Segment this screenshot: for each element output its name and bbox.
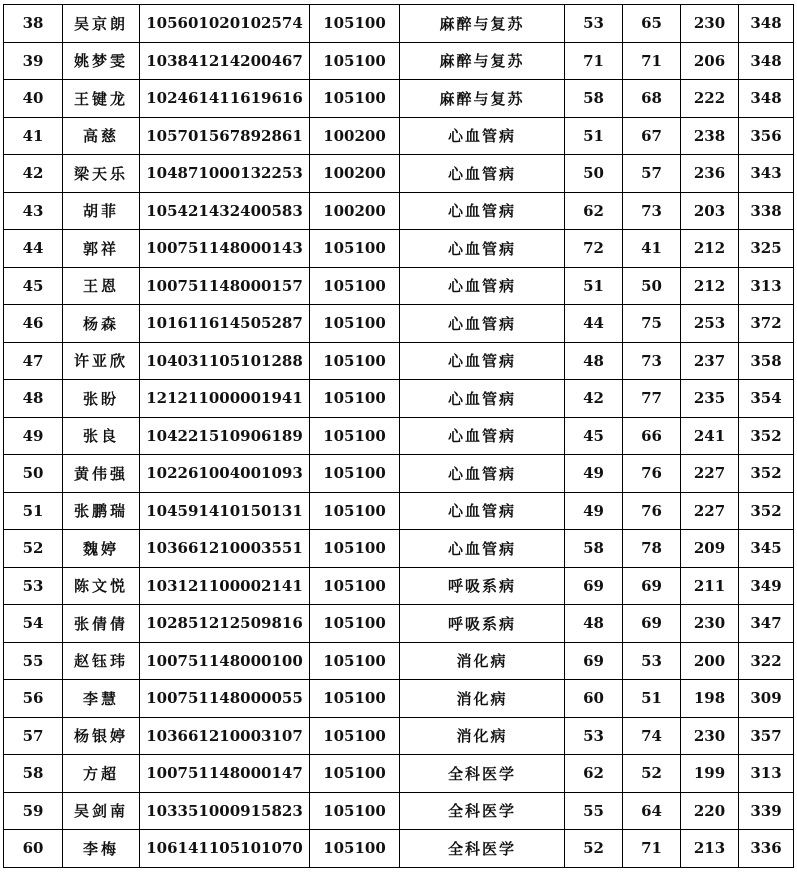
name-cell: 许亚欣: [63, 342, 140, 380]
name-cell: 李慧: [63, 680, 140, 718]
total-score-cell: 352: [739, 455, 794, 493]
exam-id-cell: 100751148000055: [140, 680, 310, 718]
major-name-cell: 消化病: [400, 642, 565, 680]
score-1-cell: 69: [565, 642, 623, 680]
major-code-cell: 105100: [310, 80, 400, 118]
major-name-cell: 全科医学: [400, 792, 565, 830]
exam-id-cell: 104591410150131: [140, 492, 310, 530]
total-score-cell: 338: [739, 192, 794, 230]
row-number-cell: 51: [4, 492, 63, 530]
exam-id-cell: 103661210003107: [140, 717, 310, 755]
row-number-cell: 60: [4, 830, 63, 868]
total-score-cell: 336: [739, 830, 794, 868]
row-number-cell: 42: [4, 155, 63, 193]
exam-id-cell: 102261004001093: [140, 455, 310, 493]
name-cell: 魏婷: [63, 530, 140, 568]
total-score-cell: 357: [739, 717, 794, 755]
table-row: [4, 830, 794, 868]
exam-id-cell: 100751148000100: [140, 642, 310, 680]
major-name-cell: 心血管病: [400, 455, 565, 493]
score-1-cell: 69: [565, 567, 623, 605]
total-score-cell: 339: [739, 792, 794, 830]
exam-id-cell: 105701567892861: [140, 117, 310, 155]
table-row: [4, 680, 794, 718]
score-2-cell: 68: [623, 80, 681, 118]
score-2-cell: 53: [623, 642, 681, 680]
major-name-cell: 心血管病: [400, 230, 565, 268]
exam-id-cell: 101611614505287: [140, 305, 310, 343]
row-number-cell: 47: [4, 342, 63, 380]
table-row: [4, 267, 794, 305]
score-1-cell: 71: [565, 42, 623, 80]
major-code-cell: 105100: [310, 567, 400, 605]
major-name-cell: 麻醉与复苏: [400, 80, 565, 118]
major-name-cell: 麻醉与复苏: [400, 5, 565, 43]
name-cell: 郭祥: [63, 230, 140, 268]
score-3-cell: 230: [681, 717, 739, 755]
score-1-cell: 55: [565, 792, 623, 830]
score-1-cell: 49: [565, 492, 623, 530]
table-row: [4, 717, 794, 755]
row-number-cell: 50: [4, 455, 63, 493]
major-name-cell: 心血管病: [400, 192, 565, 230]
row-number-cell: 52: [4, 530, 63, 568]
row-number-cell: 40: [4, 80, 63, 118]
major-name-cell: 全科医学: [400, 755, 565, 793]
score-1-cell: 48: [565, 342, 623, 380]
score-2-cell: 69: [623, 567, 681, 605]
score-3-cell: 213: [681, 830, 739, 868]
score-3-cell: 206: [681, 42, 739, 80]
table-row: [4, 117, 794, 155]
score-2-cell: 74: [623, 717, 681, 755]
major-code-cell: 105100: [310, 605, 400, 643]
score-3-cell: 200: [681, 642, 739, 680]
total-score-cell: 313: [739, 267, 794, 305]
score-1-cell: 44: [565, 305, 623, 343]
row-number-cell: 41: [4, 117, 63, 155]
table-row: [4, 230, 794, 268]
major-name-cell: 消化病: [400, 717, 565, 755]
total-score-cell: 313: [739, 755, 794, 793]
score-1-cell: 58: [565, 530, 623, 568]
major-code-cell: 100200: [310, 192, 400, 230]
total-score-cell: 352: [739, 417, 794, 455]
table-row: [4, 155, 794, 193]
row-number-cell: 48: [4, 380, 63, 418]
name-cell: 陈文悦: [63, 567, 140, 605]
major-code-cell: 105100: [310, 642, 400, 680]
name-cell: 吴剑南: [63, 792, 140, 830]
name-cell: 黄伟强: [63, 455, 140, 493]
score-3-cell: 203: [681, 192, 739, 230]
exam-id-cell: 100751148000147: [140, 755, 310, 793]
table-row: [4, 530, 794, 568]
major-code-cell: 105100: [310, 530, 400, 568]
name-cell: 杨银婷: [63, 717, 140, 755]
row-number-cell: 45: [4, 267, 63, 305]
total-score-cell: 349: [739, 567, 794, 605]
row-number-cell: 46: [4, 305, 63, 343]
name-cell: 张良: [63, 417, 140, 455]
major-code-cell: 105100: [310, 417, 400, 455]
row-number-cell: 44: [4, 230, 63, 268]
major-name-cell: 呼吸系病: [400, 567, 565, 605]
exam-id-cell: 105601020102574: [140, 5, 310, 43]
row-number-cell: 49: [4, 417, 63, 455]
score-3-cell: 230: [681, 605, 739, 643]
score-1-cell: 51: [565, 117, 623, 155]
major-code-cell: 105100: [310, 455, 400, 493]
table-row: [4, 5, 794, 43]
total-score-cell: 343: [739, 155, 794, 193]
table-row: [4, 455, 794, 493]
score-3-cell: 211: [681, 567, 739, 605]
table-row: [4, 605, 794, 643]
name-cell: 李梅: [63, 830, 140, 868]
total-score-cell: 356: [739, 117, 794, 155]
name-cell: 王键龙: [63, 80, 140, 118]
major-name-cell: 心血管病: [400, 417, 565, 455]
exam-id-cell: 104031105101288: [140, 342, 310, 380]
major-code-cell: 105100: [310, 830, 400, 868]
score-2-cell: 69: [623, 605, 681, 643]
name-cell: 吴京朗: [63, 5, 140, 43]
score-3-cell: 227: [681, 455, 739, 493]
score-2-cell: 71: [623, 830, 681, 868]
score-2-cell: 71: [623, 42, 681, 80]
table-body: [4, 5, 794, 868]
major-name-cell: 心血管病: [400, 267, 565, 305]
major-code-cell: 105100: [310, 492, 400, 530]
exam-id-cell: 104221510906189: [140, 417, 310, 455]
major-code-cell: 105100: [310, 755, 400, 793]
table-row: [4, 42, 794, 80]
score-2-cell: 76: [623, 492, 681, 530]
row-number-cell: 53: [4, 567, 63, 605]
exam-id-cell: 100751148000157: [140, 267, 310, 305]
major-name-cell: 麻醉与复苏: [400, 42, 565, 80]
score-3-cell: 237: [681, 342, 739, 380]
name-cell: 张鹏瑞: [63, 492, 140, 530]
score-2-cell: 73: [623, 342, 681, 380]
admission-score-table: [3, 4, 794, 868]
name-cell: 张盼: [63, 380, 140, 418]
table-row: [4, 492, 794, 530]
score-2-cell: 66: [623, 417, 681, 455]
major-name-cell: 心血管病: [400, 155, 565, 193]
total-score-cell: 354: [739, 380, 794, 418]
table-row: [4, 642, 794, 680]
score-3-cell: 253: [681, 305, 739, 343]
row-number-cell: 39: [4, 42, 63, 80]
table-row: [4, 380, 794, 418]
total-score-cell: 372: [739, 305, 794, 343]
major-code-cell: 100200: [310, 117, 400, 155]
total-score-cell: 348: [739, 42, 794, 80]
exam-id-cell: 103121100002141: [140, 567, 310, 605]
score-1-cell: 51: [565, 267, 623, 305]
total-score-cell: 325: [739, 230, 794, 268]
score-2-cell: 50: [623, 267, 681, 305]
score-3-cell: 227: [681, 492, 739, 530]
score-1-cell: 58: [565, 80, 623, 118]
score-1-cell: 50: [565, 155, 623, 193]
exam-id-cell: 103841214200467: [140, 42, 310, 80]
score-2-cell: 78: [623, 530, 681, 568]
score-3-cell: 199: [681, 755, 739, 793]
major-name-cell: 心血管病: [400, 342, 565, 380]
score-1-cell: 42: [565, 380, 623, 418]
major-name-cell: 呼吸系病: [400, 605, 565, 643]
name-cell: 方超: [63, 755, 140, 793]
major-code-cell: 100200: [310, 155, 400, 193]
major-name-cell: 心血管病: [400, 305, 565, 343]
major-code-cell: 105100: [310, 380, 400, 418]
row-number-cell: 54: [4, 605, 63, 643]
score-1-cell: 62: [565, 755, 623, 793]
name-cell: 姚梦雯: [63, 42, 140, 80]
exam-id-cell: 102461411619616: [140, 80, 310, 118]
table-row: [4, 342, 794, 380]
table-row: [4, 567, 794, 605]
score-3-cell: 230: [681, 5, 739, 43]
score-1-cell: 53: [565, 717, 623, 755]
score-3-cell: 222: [681, 80, 739, 118]
name-cell: 杨森: [63, 305, 140, 343]
major-code-cell: 105100: [310, 680, 400, 718]
major-code-cell: 105100: [310, 717, 400, 755]
major-code-cell: 105100: [310, 42, 400, 80]
score-1-cell: 72: [565, 230, 623, 268]
total-score-cell: 348: [739, 80, 794, 118]
score-1-cell: 45: [565, 417, 623, 455]
score-1-cell: 53: [565, 5, 623, 43]
total-score-cell: 309: [739, 680, 794, 718]
exam-id-cell: 105421432400583: [140, 192, 310, 230]
exam-id-cell: 121211000001941: [140, 380, 310, 418]
total-score-cell: 347: [739, 605, 794, 643]
row-number-cell: 56: [4, 680, 63, 718]
major-name-cell: 心血管病: [400, 117, 565, 155]
total-score-cell: 352: [739, 492, 794, 530]
name-cell: 赵钰玮: [63, 642, 140, 680]
score-2-cell: 73: [623, 192, 681, 230]
name-cell: 王恩: [63, 267, 140, 305]
table-row: [4, 417, 794, 455]
table-row: [4, 305, 794, 343]
major-code-cell: 105100: [310, 792, 400, 830]
major-code-cell: 105100: [310, 5, 400, 43]
score-3-cell: 241: [681, 417, 739, 455]
table-row: [4, 792, 794, 830]
score-3-cell: 198: [681, 680, 739, 718]
score-2-cell: 41: [623, 230, 681, 268]
score-3-cell: 238: [681, 117, 739, 155]
score-3-cell: 236: [681, 155, 739, 193]
score-3-cell: 212: [681, 230, 739, 268]
table-row: [4, 755, 794, 793]
name-cell: 张倩倩: [63, 605, 140, 643]
score-3-cell: 220: [681, 792, 739, 830]
score-2-cell: 51: [623, 680, 681, 718]
exam-id-cell: 100751148000143: [140, 230, 310, 268]
total-score-cell: 348: [739, 5, 794, 43]
exam-id-cell: 106141105101070: [140, 830, 310, 868]
row-number-cell: 38: [4, 5, 63, 43]
name-cell: 梁天乐: [63, 155, 140, 193]
score-1-cell: 48: [565, 605, 623, 643]
row-number-cell: 59: [4, 792, 63, 830]
table-row: [4, 192, 794, 230]
exam-id-cell: 103661210003551: [140, 530, 310, 568]
score-3-cell: 235: [681, 380, 739, 418]
major-code-cell: 105100: [310, 230, 400, 268]
name-cell: 胡菲: [63, 192, 140, 230]
exam-id-cell: 104871000132253: [140, 155, 310, 193]
major-code-cell: 105100: [310, 267, 400, 305]
total-score-cell: 358: [739, 342, 794, 380]
row-number-cell: 55: [4, 642, 63, 680]
score-3-cell: 212: [681, 267, 739, 305]
score-2-cell: 67: [623, 117, 681, 155]
score-2-cell: 52: [623, 755, 681, 793]
score-2-cell: 77: [623, 380, 681, 418]
score-1-cell: 62: [565, 192, 623, 230]
score-2-cell: 76: [623, 455, 681, 493]
score-1-cell: 49: [565, 455, 623, 493]
score-3-cell: 209: [681, 530, 739, 568]
major-name-cell: 消化病: [400, 680, 565, 718]
score-1-cell: 60: [565, 680, 623, 718]
major-code-cell: 105100: [310, 305, 400, 343]
row-number-cell: 57: [4, 717, 63, 755]
row-number-cell: 43: [4, 192, 63, 230]
major-name-cell: 全科医学: [400, 830, 565, 868]
total-score-cell: 345: [739, 530, 794, 568]
row-number-cell: 58: [4, 755, 63, 793]
major-name-cell: 心血管病: [400, 380, 565, 418]
score-2-cell: 57: [623, 155, 681, 193]
major-code-cell: 105100: [310, 342, 400, 380]
score-2-cell: 65: [623, 5, 681, 43]
name-cell: 高慈: [63, 117, 140, 155]
major-name-cell: 心血管病: [400, 492, 565, 530]
score-2-cell: 75: [623, 305, 681, 343]
exam-id-cell: 103351000915823: [140, 792, 310, 830]
score-2-cell: 64: [623, 792, 681, 830]
major-name-cell: 心血管病: [400, 530, 565, 568]
score-1-cell: 52: [565, 830, 623, 868]
total-score-cell: 322: [739, 642, 794, 680]
table-row: [4, 80, 794, 118]
exam-id-cell: 102851212509816: [140, 605, 310, 643]
